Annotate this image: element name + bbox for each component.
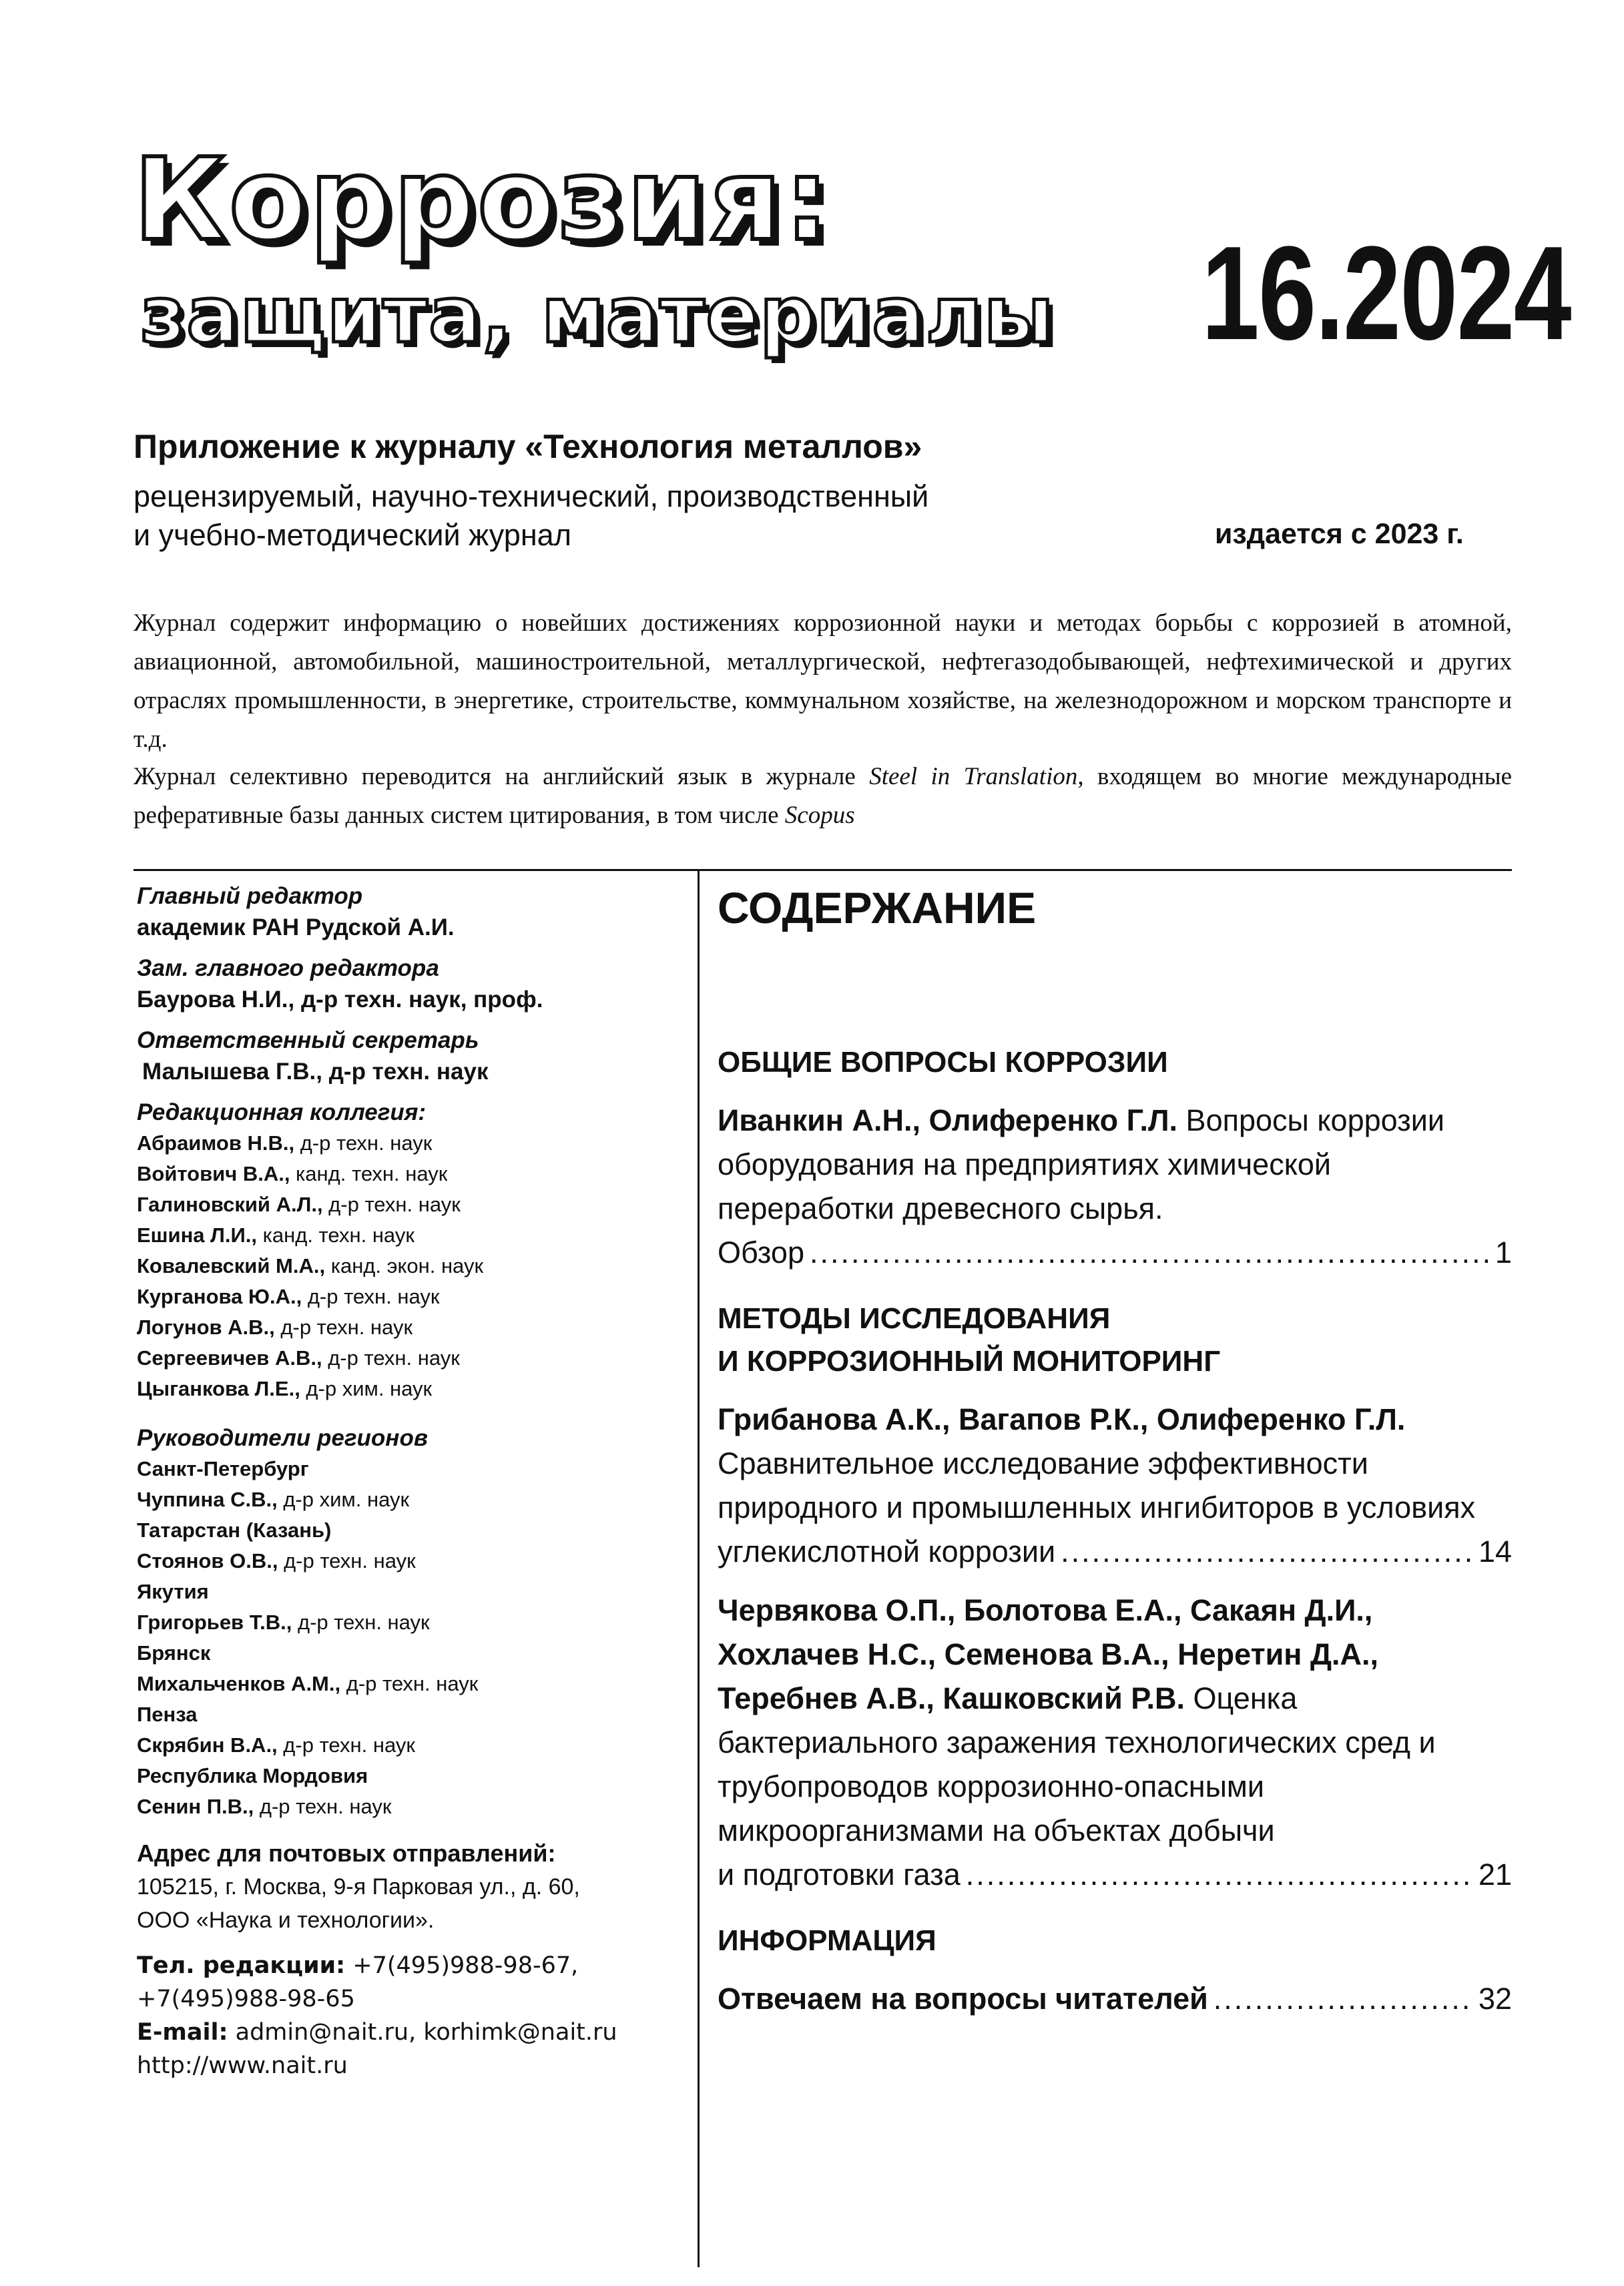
- entry-authors: Червякова О.П., Болотова Е.А., Сакаян Д.И., Хохлачев Н.С., Семенова В.А., Неретин Д.А., Теребнев А.В., Кашковский Р.В.: [718, 1593, 1379, 1715]
- region-name: Татарстан (Казань): [137, 1518, 332, 1542]
- entry-leader-line: [718, 1231, 1512, 1275]
- board-role: Редакционная коллегия:: [137, 1099, 427, 1125]
- journal-description: Журнал содержит информацию о новейших достижениях коррозионной науки и методах борьбы с коррозией в атомной, авиационной, автомобильной, машиностроительной, металлургической, нефтегазодобывающей, нефтехимической и других отраслях промышленности, в энергетике, строительстве, коммунальном хозяйстве, на железнодорожном и морском транспорте и т.д.: [133, 609, 1512, 753]
- editorial-board: [137, 881, 684, 2082]
- section-title-line1: МЕТОДЫ ИССЛЕДОВАНИЯ: [718, 1302, 1111, 1335]
- dot-leader: [810, 1231, 1490, 1275]
- entry-authors: Иванкин А.Н., Олиференко Г.Л.: [718, 1103, 1178, 1137]
- deputy-editor-role: Зам. главного редактора: [137, 955, 439, 981]
- member-degree: д-р хим. наук: [277, 1488, 410, 1511]
- board-list: [137, 1128, 684, 1404]
- member-name: Скрябин В.А.,: [137, 1733, 278, 1757]
- page-number: 14: [1478, 1534, 1512, 1568]
- entry-leader-line: [718, 1530, 1512, 1574]
- member-degree: д-р техн. наук: [277, 1733, 415, 1757]
- member-name: Григорьев Т.В.,: [137, 1611, 292, 1634]
- entry-authors: Грибанова А.К., Вагапов Р.К., Олиференко Г.Л.: [718, 1402, 1406, 1436]
- chief-editor: академик РАН Рудской А.И.: [137, 914, 455, 940]
- deputy-editor: Баурова Н.И., д-р техн. наук, проф.: [137, 986, 543, 1013]
- member-degree: канд. экон. наук: [325, 1254, 484, 1277]
- toc-entry[interactable]: [718, 1099, 1512, 1275]
- board-member: [137, 1220, 684, 1251]
- board-member: [137, 1159, 684, 1189]
- supplement-title: Приложение к журналу «Технология металлов»: [133, 428, 922, 465]
- section-title: ОБЩИЕ ВОПРОСЫ КОРРОЗИИ: [718, 1046, 1168, 1079]
- phone-number-2[interactable]: +7(495)988-98-65: [137, 1986, 355, 2012]
- member-name: Чуппина С.В.,: [137, 1488, 278, 1511]
- dot-leader: [1061, 1530, 1473, 1574]
- chief-editor-role: Главный редактор: [137, 883, 363, 909]
- address-title: Адрес для почтовых отправлений:: [137, 1839, 556, 1867]
- email-label: E-mail:: [137, 2019, 228, 2046]
- entry-leader-line: [718, 1977, 1512, 2021]
- region-name: Брянск: [137, 1641, 211, 1665]
- region-name: Якутия: [137, 1580, 209, 1603]
- translation-note: [133, 758, 1512, 835]
- member-degree: д-р техн. наук: [254, 1795, 392, 1818]
- member-name: Цыганкова Л.Е.,: [137, 1377, 300, 1400]
- member-degree: д-р техн. наук: [292, 1611, 430, 1634]
- phone-number-1[interactable]: +7(495)988-98-67,: [345, 1952, 579, 1979]
- address-line1: 105215, г. Москва, 9-я Парковая ул., д. 60,: [137, 1874, 580, 1900]
- dot-leader: [966, 1853, 1473, 1897]
- dot-leader: [1213, 1977, 1473, 2021]
- database-name: Scopus: [784, 802, 855, 829]
- entry-leader-line: [718, 1853, 1512, 1897]
- board-member: [137, 1128, 684, 1159]
- member-degree: д-р техн. наук: [340, 1672, 479, 1695]
- section-title: [718, 1298, 1512, 1383]
- table-of-contents: [718, 881, 1512, 2021]
- entry-title-end: углекислотной коррозии: [718, 1534, 1056, 1568]
- region-head: [137, 1730, 684, 1761]
- region-head: [137, 1669, 684, 1699]
- member-name: Курганова Ю.А.,: [137, 1285, 302, 1308]
- member-degree: д-р техн. наук: [278, 1549, 416, 1573]
- entry-title-end: и подготовки газа: [718, 1858, 961, 1892]
- member-name: Ковалевский М.А.,: [137, 1254, 326, 1277]
- entry-title: Сравнительное исследование эффективности природного и промышленных ингибиторов в условиях: [718, 1446, 1476, 1524]
- entry-title: Оценка бактериального заражения технологических сред и трубопроводов коррозионно-опасными микроорганизмами на объектах добычи: [718, 1681, 1436, 1847]
- toc-entry[interactable]: [718, 1398, 1512, 1574]
- page-number: 32: [1478, 1982, 1512, 2016]
- journal-subtitle: [133, 477, 928, 555]
- page-number: 21: [1478, 1858, 1512, 1892]
- translation-note-part1: Журнал селективно переводится на английский язык в журнале: [133, 763, 870, 790]
- board-member: [137, 1343, 684, 1374]
- region-head: [137, 1484, 684, 1515]
- entry-authors: Отвечаем на вопросы читателей: [718, 1982, 1208, 2016]
- region-head: [137, 1607, 684, 1638]
- region-name: Санкт-Петербург: [137, 1457, 309, 1480]
- member-degree: д-р техн. наук: [302, 1285, 440, 1308]
- horizontal-divider: [133, 869, 1512, 871]
- regions-role: Руководители регионов: [137, 1425, 428, 1451]
- website-link[interactable]: http://www.nait.ru: [137, 2052, 348, 2079]
- email-link[interactable]: admin@nait.ru, korhimk@nait.ru: [228, 2019, 617, 2046]
- journal-title-line1: Коррозия:: [133, 134, 832, 266]
- toc-entry[interactable]: [718, 1589, 1512, 1897]
- board-member: [137, 1189, 684, 1220]
- board-member: [137, 1312, 684, 1343]
- member-degree: д-р хим. наук: [300, 1377, 433, 1400]
- page-number: 1: [1495, 1235, 1512, 1269]
- journal-title-line2: защита, материалы: [140, 270, 1055, 360]
- section-title: ИНФОРМАЦИЯ: [718, 1924, 936, 1957]
- phone-label: Тел. редакции:: [137, 1952, 346, 1979]
- member-degree: д-р техн. наук: [322, 1193, 461, 1216]
- email: [137, 2016, 684, 2049]
- toc-entry[interactable]: [718, 1977, 1512, 2021]
- member-name: Сенин П.В.,: [137, 1795, 254, 1818]
- published-since: издается с 2023 г.: [1215, 518, 1464, 550]
- region-name: Республика Мордовия: [137, 1764, 368, 1787]
- member-degree: канд. техн. наук: [290, 1162, 448, 1185]
- entry-title-end: Обзор: [718, 1235, 804, 1269]
- section-title-line2: И КОРРОЗИОННЫЙ МОНИТОРИНГ: [718, 1345, 1221, 1378]
- board-member: [137, 1281, 684, 1312]
- contents-title: СОДЕРЖАНИЕ: [718, 883, 1037, 932]
- member-name: Абраимов Н.В.,: [137, 1131, 295, 1155]
- member-name: Михальченков А.М.,: [137, 1672, 341, 1695]
- phone: [137, 1949, 684, 1982]
- translated-journal-name: Steel in Translation: [869, 763, 1078, 790]
- member-degree: д-р техн. наук: [322, 1346, 460, 1370]
- member-degree: д-р техн. наук: [274, 1316, 413, 1339]
- issue-number: 16.2024: [1201, 219, 1571, 368]
- board-member: [137, 1374, 684, 1404]
- secretary-role: Ответственный секретарь: [137, 1027, 479, 1053]
- subtitle-line1: рецензируемый, научно-технический, производственный: [133, 479, 929, 513]
- board-member: [137, 1251, 684, 1281]
- member-name: Сергеевичев А.В.,: [137, 1346, 322, 1370]
- translation-note-part2: , входящем во многие международные реферативные базы данных систем цитирования, в том числе: [133, 763, 1512, 829]
- column-divider: [698, 869, 700, 2267]
- region-head: [137, 1791, 684, 1822]
- member-degree: канд. техн. наук: [257, 1223, 415, 1247]
- subtitle-line2: и учебно-методический журнал: [133, 518, 571, 552]
- entry-title: Вопросы коррозии оборудования на предприятиях химической переработки древесного сырья.: [718, 1103, 1445, 1225]
- secretary: Малышева Г.В., д-р техн. наук: [142, 1059, 489, 1085]
- region-name: Пенза: [137, 1703, 198, 1726]
- member-name: Войтович В.А.,: [137, 1162, 290, 1185]
- member-name: Галиновский А.Л.,: [137, 1193, 323, 1216]
- member-name: Ешина Л.И.,: [137, 1223, 258, 1247]
- address-line2: ООО «Наука и технологии».: [137, 1908, 435, 1933]
- region-head: [137, 1546, 684, 1577]
- member-name: Стоянов О.В.,: [137, 1549, 278, 1573]
- member-name: Логунов А.В.,: [137, 1316, 275, 1339]
- regions-list: [137, 1454, 684, 1822]
- masthead: [133, 134, 1571, 384]
- member-degree: д-р техн. наук: [294, 1131, 433, 1155]
